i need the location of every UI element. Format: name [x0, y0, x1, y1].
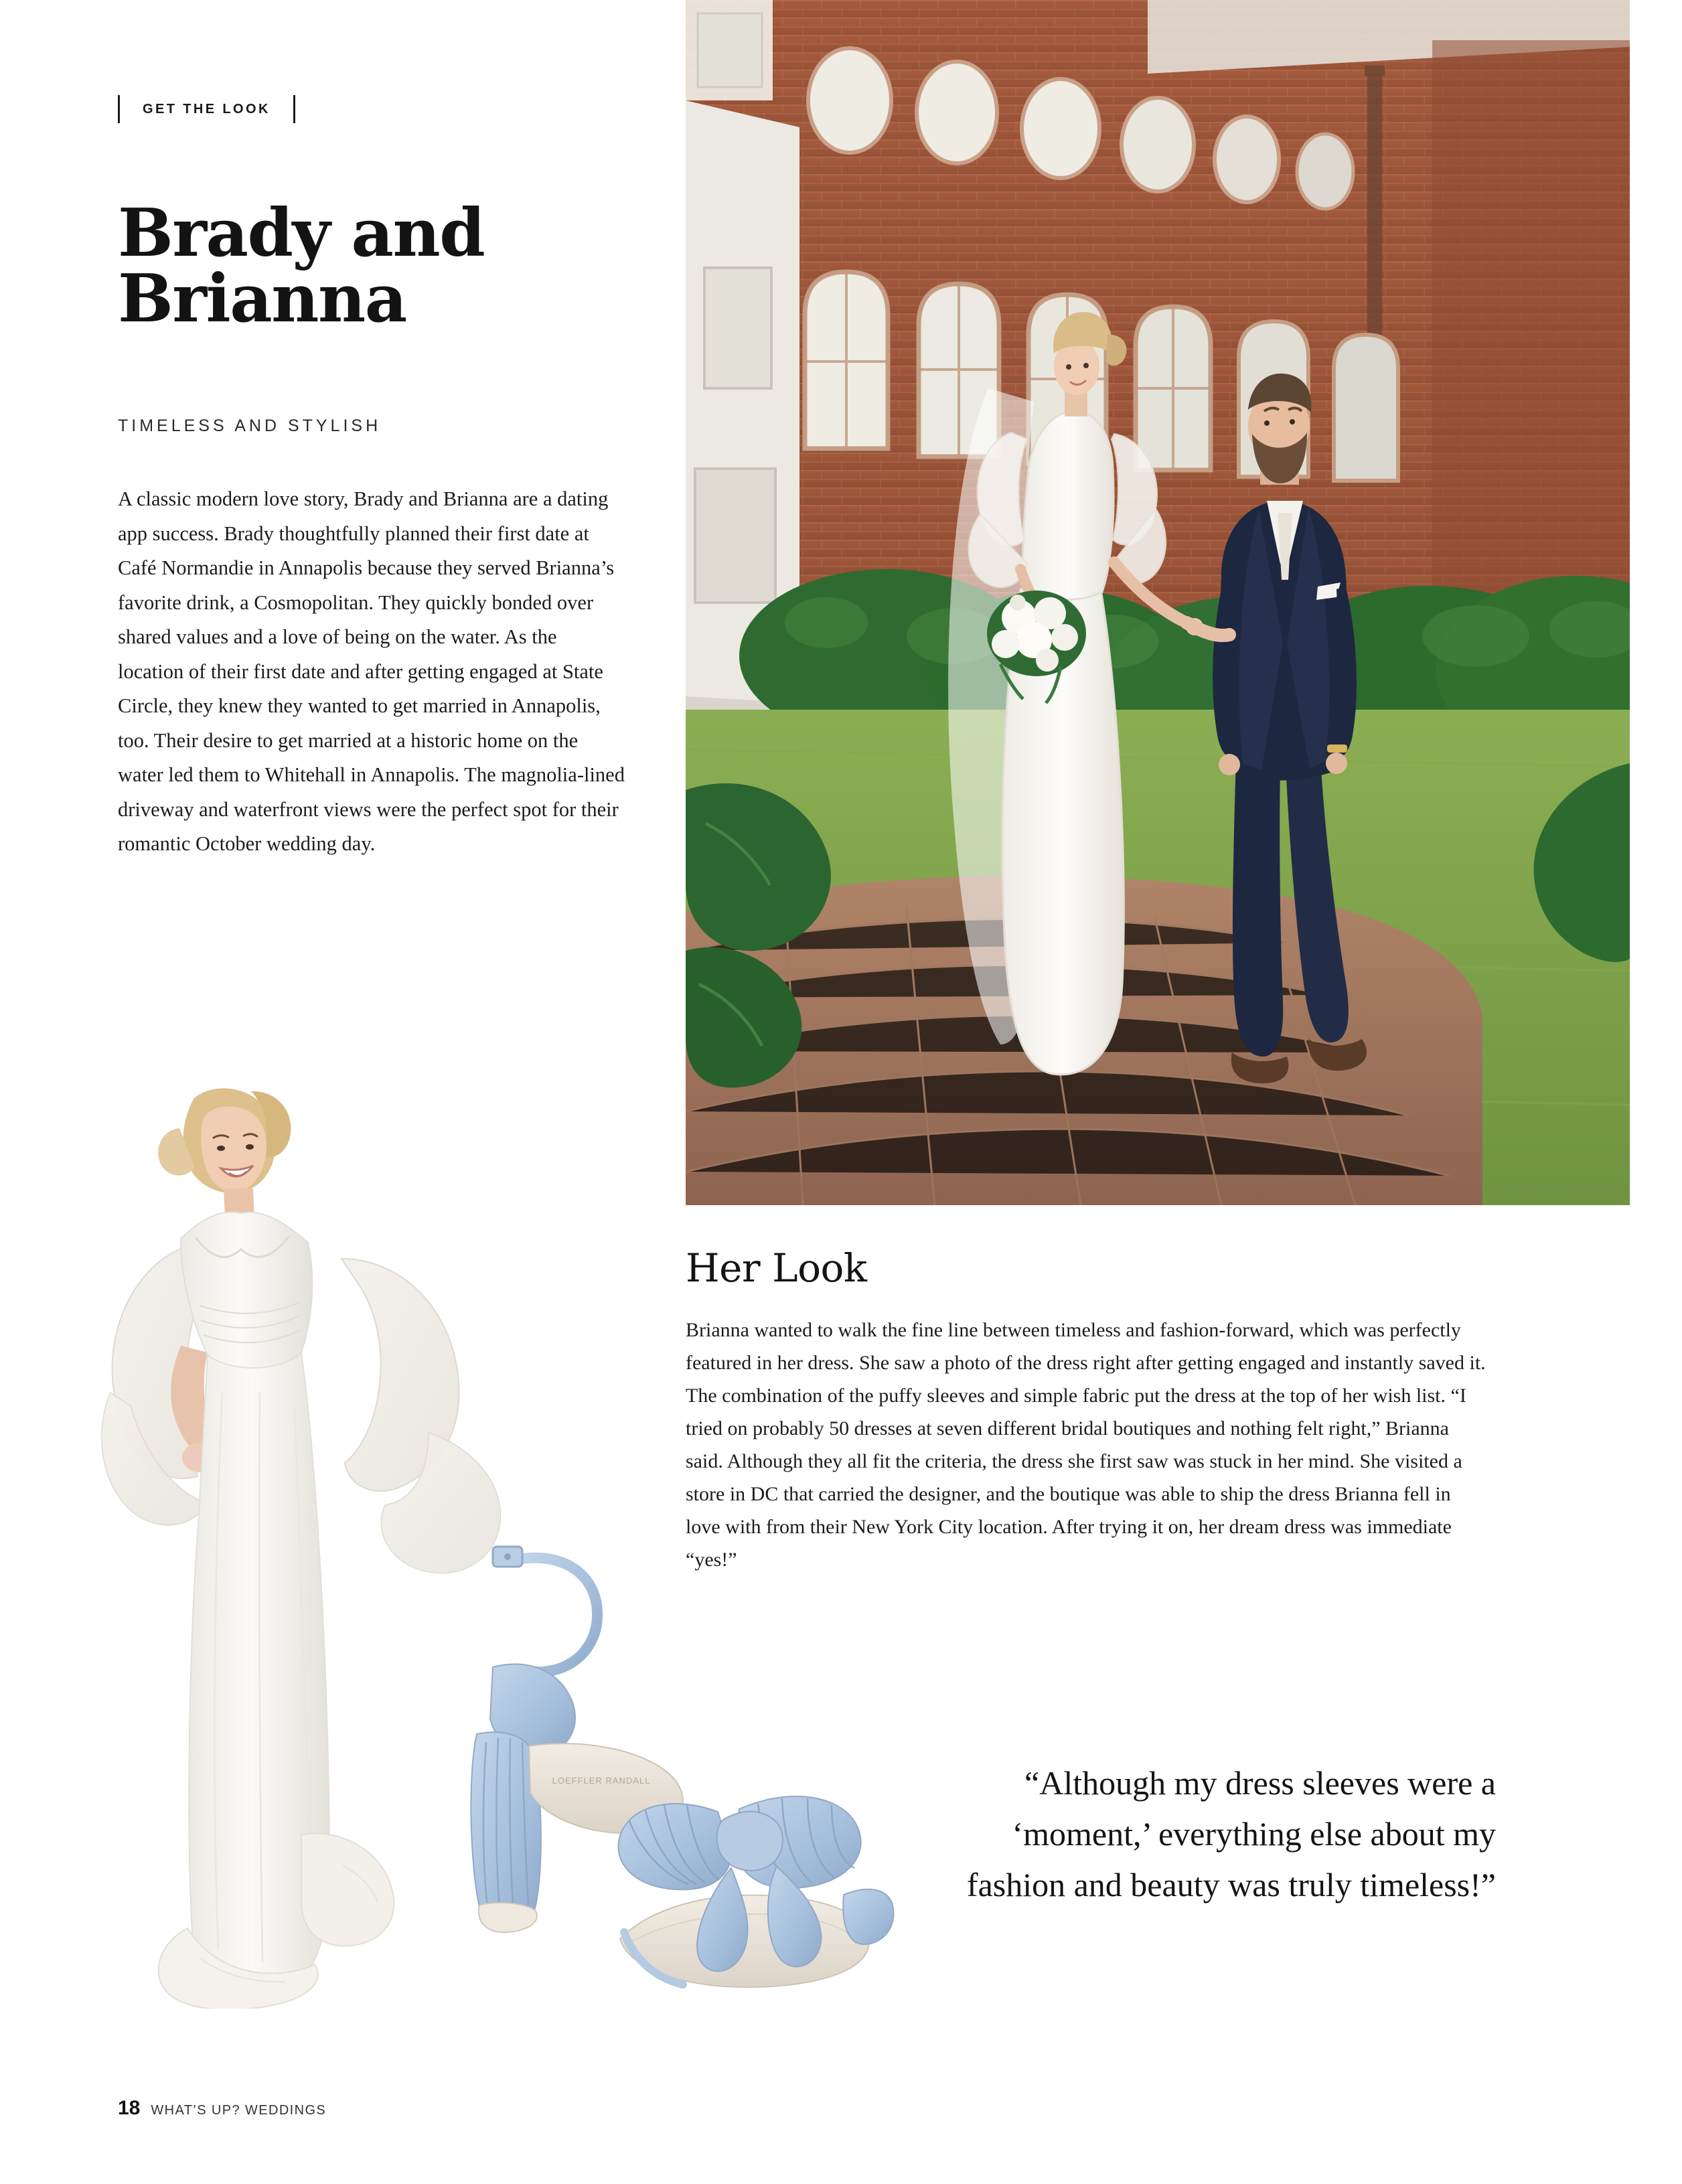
section-title: Her Look: [686, 1245, 867, 1291]
pull-quote: “Although my dress sleeves were a ‘moment,’ everything else about my fashion and beauty was truly timeless!”: [966, 1764, 1496, 1903]
page-number: 18: [118, 2097, 141, 2119]
kicker-label: GET THE LOOK: [143, 101, 271, 116]
kicker: [118, 95, 295, 123]
right-column: [686, 1245, 1496, 1576]
page-footer: [118, 2097, 326, 2120]
intro-paragraph: A classic modern love story, Brady and Brianna are a dating app success. Brady thoughtfully planned their first date at Café Normandie in Annapolis because they served Brianna’s favorite drink, a Cosmopolitan. They quickly bonded over shared values and a love of being on the water. As the location of their first date and after getting engaged at State Circle, they knew they wanted to get married in Annapolis, too. Their desire to get married at a historic home on the water led them to Whitehall in Annapolis. The magnolia-lined driveway and waterfront views were the perfect spot for their romantic October wedding day.: [118, 487, 625, 855]
page-title: Brady and Brianna: [118, 195, 485, 337]
subheading: TIMELESS AND STYLISH: [118, 416, 382, 435]
svg-text:LOEFFLER RANDALL: LOEFFLER RANDALL: [552, 1776, 651, 1786]
kicker-rule-right: [293, 95, 295, 123]
publication-name: WHAT’S UP? WEDDINGS: [151, 2103, 327, 2118]
hero-photo: [686, 0, 1630, 1205]
section-body: Brianna wanted to walk the fine line between timeless and fashion-forward, which was perfectly featured in her dress. She saw a photo of the dress right after getting engaged and instantly saved it. The combination of the puffy sleeves and simple fabric put the dress at the top of her wish list. “I tried on probably 50 dresses at seven different bridal boutiques and nothing felt right,” Brianna said. Although they all fit the criteria, the dress she first saw was stuck in her mind. She visited a store in DC that carried the designer, and the boutique was able to ship the dress Brianna fell in love with from their New York City location. After trying it on, her dream dress was immediate “yes!”: [686, 1319, 1486, 1571]
shoes-product-image: [429, 1533, 937, 2042]
